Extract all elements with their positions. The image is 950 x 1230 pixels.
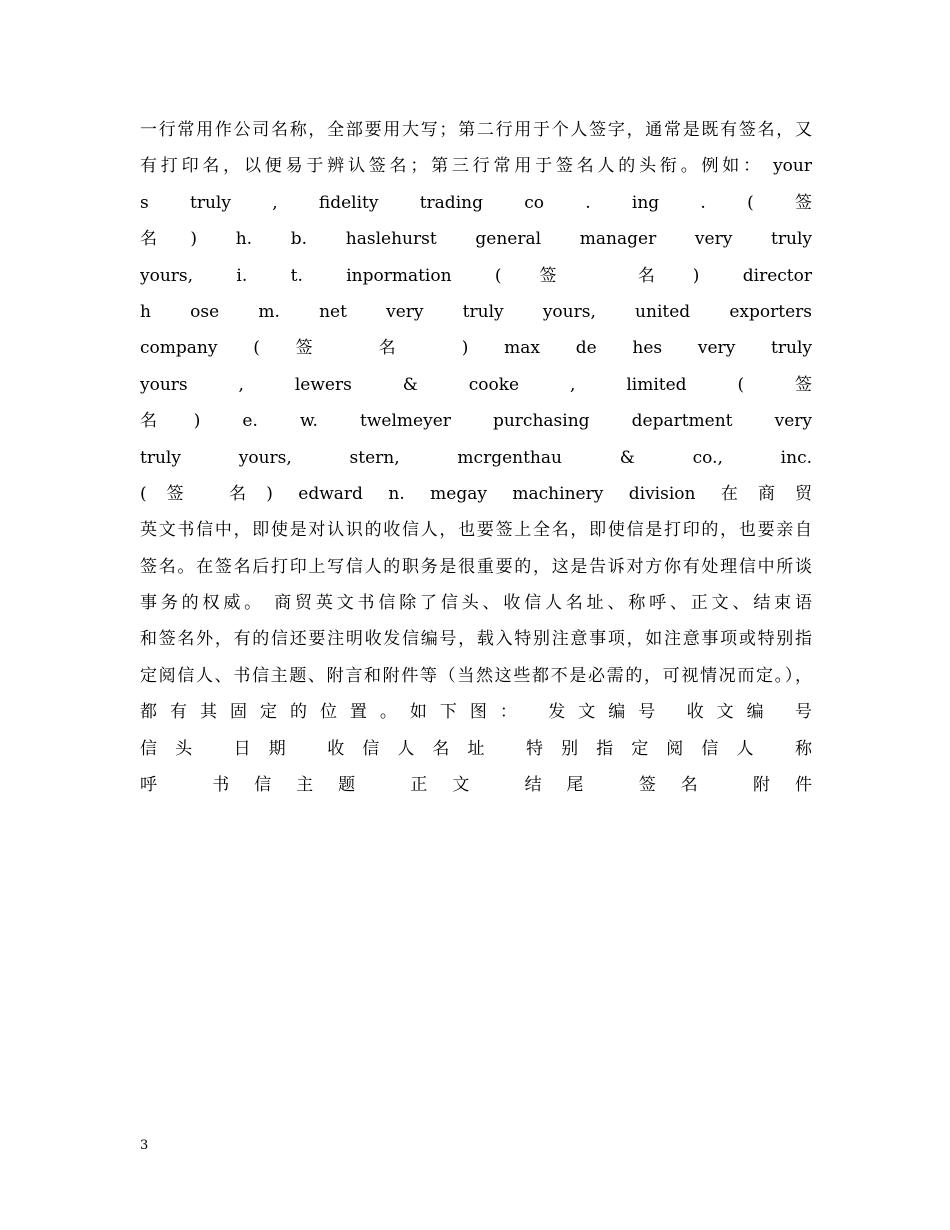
text-line-15: 和签名外，有的信还要注明收发信编号，载入特别注意事项，如注意事项或特别指 xyxy=(140,629,812,650)
text-line-18: 信头 日期 收信人名址 特别指定阅信人 称 xyxy=(140,738,812,759)
text-line-7: company ( 签 名 ) max de hes very truly xyxy=(140,338,812,359)
text-line-3: s truly , fidelity trading co . ing . ( 签 xyxy=(140,192,812,213)
text-line-4: 名) h. b. haslehurst general manager very truly xyxy=(140,229,812,250)
page-number: 3 xyxy=(140,1138,149,1153)
text-line-9: 名) e. w. twelmeyer purchasing department very xyxy=(140,411,812,432)
text-line-11: (签 名) edward n. megay machinery division 在商贸 xyxy=(140,483,812,504)
text-line-19: 呼 书信主题 正文 结尾 签名 附件 xyxy=(140,775,812,796)
text-line-1: 一行常用作公司名称，全部要用大写；第二行用于个人签字，通常是既有签名，又 xyxy=(140,120,812,140)
text-line-2: 有打印名，以便易于辨认签名；第三行常用于签名人的头衔。例如： your xyxy=(140,156,812,177)
text-line-8: yours , lewers & cooke , limited ( 签 xyxy=(140,374,812,395)
text-line-16: 定阅信人、书信主题、附言和附件等（当然这些都不是必需的，可视情况而定。）， xyxy=(140,665,812,686)
text-line-13: 签名。在签名后打印上写信人的职务是很重要的，这是告诉对方你有处理信中所谈 xyxy=(140,556,812,577)
body-text xyxy=(140,112,812,803)
text-line-6: h ose m. net very truly yours, united exporters xyxy=(140,301,812,322)
text-line-10: truly yours, stern, mcrgenthau & co., inc. xyxy=(140,447,812,468)
text-line-12: 英文书信中，即使是对认识的收信人，也要签上全名，即使信是打印的，也要亲自 xyxy=(140,520,812,541)
text-line-14: 事务的权威。 商贸英文书信除了信头、收信人名址、称呼、正文、结束语 xyxy=(140,593,812,614)
text-line-5: yours, i. t. inpormation (签 名) director xyxy=(140,265,812,286)
text-line-17: 都有其固定的位置。如下图： 发文编号 收文编 号 xyxy=(140,702,812,723)
